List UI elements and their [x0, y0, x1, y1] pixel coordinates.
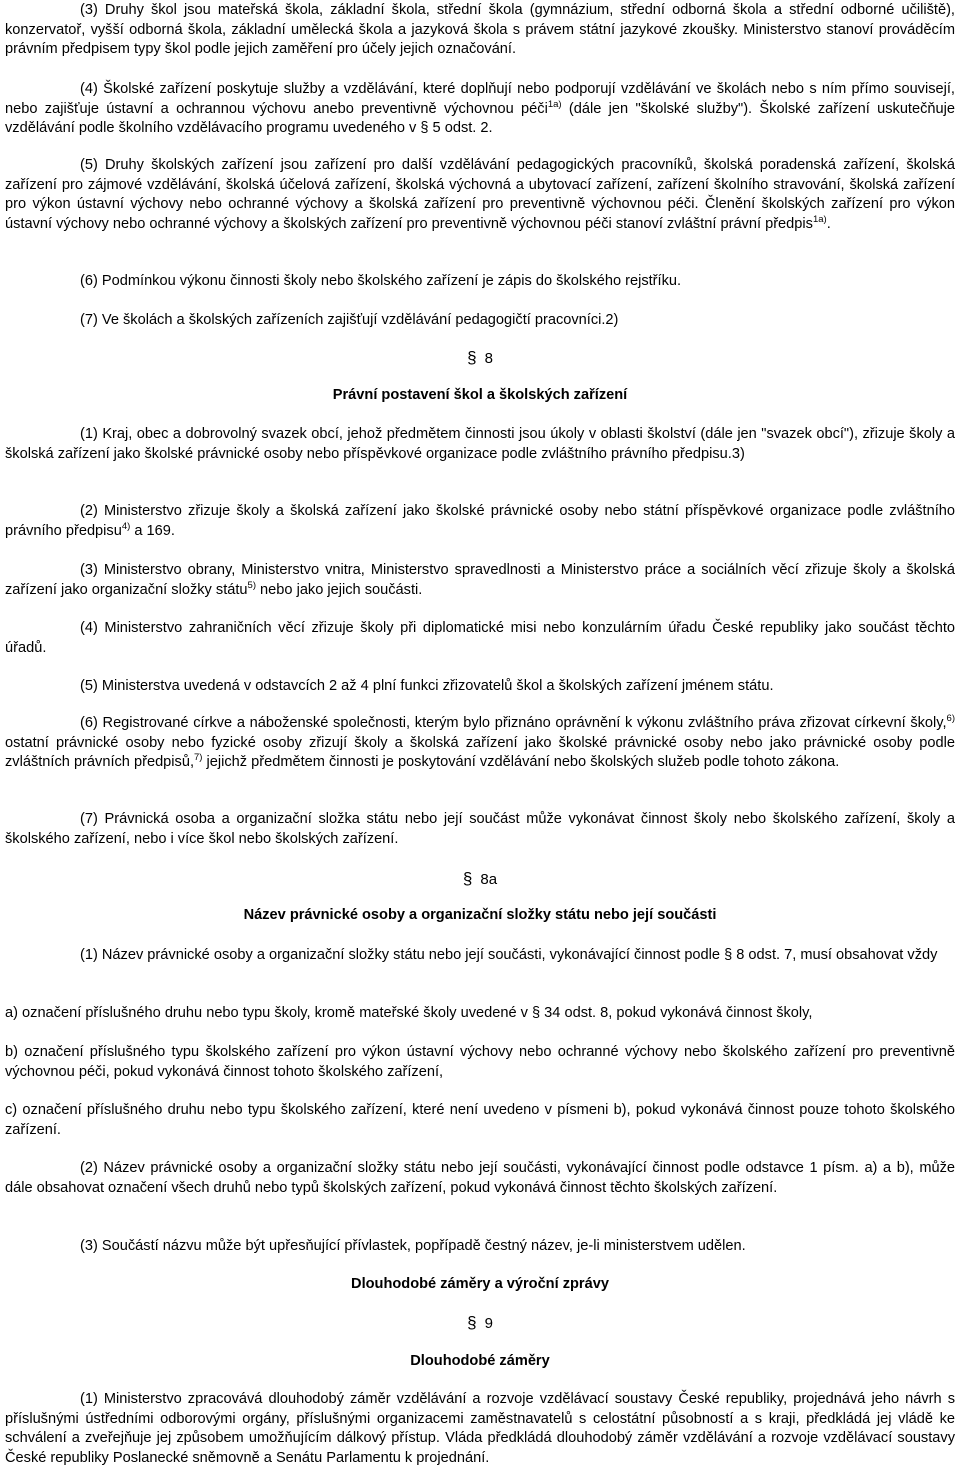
paragraph-8a-1: (1) Kraj, obec a dobrovolný svazek obcí, jehož předmětem činnosti jsou úkoly v oblasti školství (dále jen "svazek obcí"), zřizuje školy a školská zařízení jako školské právnické osoby nebo příspěvkové organizace podle zvláštního právního předpisu.3) [5, 426, 955, 462]
footnote-ref: 1a) [547, 98, 562, 110]
section-heading-9: Dlouhodobé záměry [410, 1353, 550, 1369]
paragraph-9-3: (3) Součástí názvu může být upřesňující přívlastek, popřípadě čestný název, je-li ministerstvem udělen. [80, 1238, 746, 1254]
paragraph-8a-4: (4) Ministerstvo zahraničních věcí zřizuje školy při diplomatické misi nebo konzulárním úřadu České republiky jako součást těchto úřadů. [5, 620, 955, 656]
section-heading-8: Právní postavení škol a školských zařízení [332, 387, 628, 403]
paragraph-9-1b: (1) Ministerstvo zpracovává dlouhodobý záměr vzdělávání a rozvoje vzdělávací soustavy České republiky, projednává jeho návrh s příslušnými ústředními odborovými orgány, příslušnými organizacemi zaměstnavatelů s celostátní působností a s kraji, předkládá jej vládě ke schválení a zveřejňuje jej způsobem umožňujícím dálkový přístup. Vláda předkládá dlouhodobý záměr vzdělávání a rozvoje vzdělávací soustavy České republiky Poslanecké sněmovně a Senátu Parlamentu k projednání. [5, 1391, 955, 1466]
paragraph-8-4: (4) Školské zařízení poskytuje služby a vzdělávání, které doplňují nebo podporují vzdělávání ve školách nebo s ním přímo souvisejí, nebo zajišťuje ústavní a ochrannou výchovu anebo preventivně výchovnou péči$^{1a)}$ (dále jen "školské služby"). Školské zařízení uskutečňuje vzdělávání podle školního vzdělávacího programu uvedeného v § 5 odst. 2. [5, 81, 955, 136]
section-number-8: § 8 [467, 348, 493, 367]
paragraph-9-1: (1) Název právnické osoby a organizační složky státu nebo její součásti, vykonávající činnost podle § 8 odst. 7, musí obsahovat vždy [80, 947, 938, 963]
paragraph-8a-5: (5) Ministerstva uvedená v odstavcích 2 až 4 plní funkci zřizovatelů škol a školských zařízení jménem státu. [80, 678, 774, 694]
footnote-ref: 5) [247, 579, 256, 591]
paragraph-8a-2: (2) Ministerstvo zřizuje školy a školská zařízení jako školské právnické osoby nebo státní příspěvkové organizace podle zvláštního právního předpisu$^{4)}$ a 169. [5, 503, 955, 539]
paragraph-8a-3: (3) Ministerstvo obrany, Ministerstvo vnitra, Ministerstvo spravedlnosti a Ministerstvo práce a sociálních věcí zřizuje školy a školská zařízení jako organizační složky státu$^{5)}$ nebo jako jejich součásti. [5, 562, 955, 598]
paragraph-8a-7: (7) Právnická osoba a organizační složka státu nebo její součást může vykonávat činnost školy nebo školského zařízení, školy a školského zařízení, nebo i více škol nebo školských zařízení. [5, 811, 955, 847]
footnote-ref: 6) [946, 713, 955, 724]
list-item-c: c) označení příslušného druhu nebo typu školského zařízení, které není uvedeno v písmeni b), pokud vykonává činnost pouze tohoto školského zařízení. [5, 1102, 955, 1138]
paragraph-8-6: (6) Podmínkou výkonu činnosti školy nebo školského zařízení je zápis do školského rejstříku. [80, 273, 682, 289]
list-item-b: b) označení příslušného typu školského zařízení pro výkon ústavní výchovy nebo ochranné výchovy nebo školského zařízení pro preventivně výchovnou péči, pokud vykonává činnost tohoto školského zařízení, [5, 1044, 955, 1080]
part-heading: Dlouhodobé záměry a výroční zprávy [351, 1276, 609, 1292]
section-number-9: § 9 [467, 1313, 493, 1332]
paragraph-8a-6: (6) Registrované církve a náboženské společnosti, kterým bylo přiznáno oprávnění k výkonu zvláštního práva zřizovat církevní školy,$^{6)}$ ostatní právnické osoby nebo fyzické osoby zřizují školy a školská zařízení jako školské právnické osoby nebo jako právnické osoby podle zvláštních právních předpisů,$^{7)}$ jejichž předmětem činnosti je poskytování vzdělávání nebo školských služeb podle tohoto zákona. [5, 713, 955, 770]
list-item-a: a) označení příslušného druhu nebo typu školy, kromě mateřské školy uvedené v § 34 odst. 8, pokud vykonává činnost školy, [5, 1005, 813, 1021]
section-heading-8a: Název právnické osoby a organizační složky státu nebo její součásti [243, 907, 717, 923]
paragraph-9-2: (2) Název právnické osoby a organizační složky státu nebo její součásti, vykonávající činnost podle odstavce 1 písm. a) a b), může dále obsahovat označení všech druhů nebo typů školských zařízení, pokud vykonává činnost těchto školských zařízení. [5, 1160, 955, 1196]
section-symbol: § [467, 348, 477, 367]
paragraph-8-3: (3) Druhy škol jsou mateřská škola, základní škola, střední škola (gymnázium, střední odborná škola a střední odborné učiliště), konzervatoř, vyšší odborná škola, základní umělecká škola a jazyková škola s právem státní jazykové zkoušky. Ministerstvo stanoví prováděcím právním předpisem typy škol podle jejich zaměření pro účely jejich označování. [5, 2, 955, 57]
paragraph-8-5: (5) Druhy školských zařízení jsou zařízení pro další vzdělávání pedagogických pracovníků, školská poradenská zařízení, školská zařízení pro zájmové vzdělávání, školská účelová zařízení, školská výchovná a ubytovací zařízení, zařízení školního stravování, školská zařízení pro výkon ústavní výchovy nebo ochranné výchovy a školská zařízení pro preventivně výchovnou péči. Členění školských zařízení pro výkon ústavní výchovy nebo ochranné výchovy a školských zařízení pro preventivně výchovnou péči stanoví zvláštní právní předpis$^{1a)}$. [5, 157, 955, 232]
section-symbol: § [467, 1313, 477, 1332]
footnote-ref: 7) [194, 752, 203, 763]
paragraph-8-7: (7) Ve školách a školských zařízeních zajišťují vzdělávání pedagogičtí pracovníci.2) [80, 312, 619, 328]
section-symbol: § [462, 869, 473, 888]
footnote-ref: 4) [121, 520, 131, 532]
footnote-ref: 1a) [812, 213, 827, 225]
section-number-8a: § 8a [462, 869, 498, 888]
